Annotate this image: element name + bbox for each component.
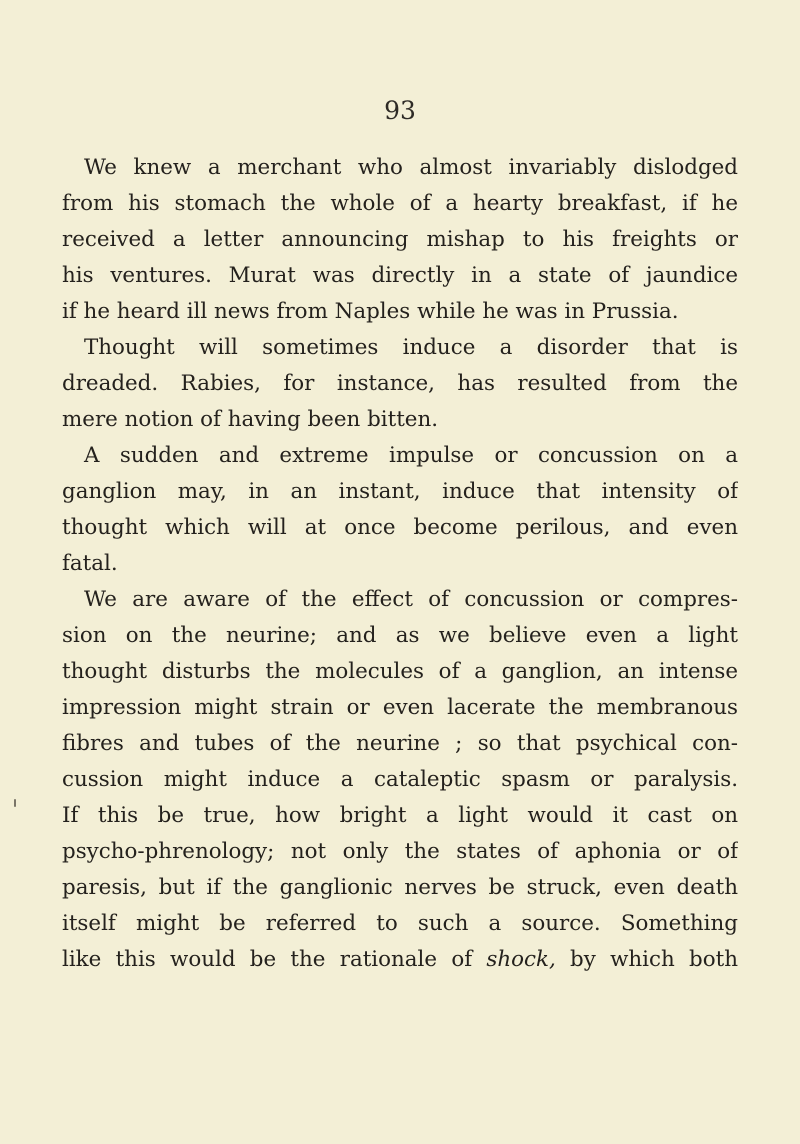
text-line: We knew a merchant who almost invariably dislodged (84, 155, 738, 180)
italic-term-shock: shock, (486, 947, 556, 972)
text-segment: like this would be the rationale of (62, 947, 487, 972)
text-line: from his stomach the whole of a hearty breakfast, if he (62, 191, 738, 216)
text-line: ganglion may, in an instant, induce that intensity of (62, 479, 738, 504)
text-line: psycho-phrenology; not only the states of aphonia or of (62, 839, 738, 864)
text-line: mere notion of having been bitten. (62, 407, 439, 432)
text-line: If this be true, how bright a light would it cast on (62, 803, 738, 828)
text-line: cussion might induce a cataleptic spasm or paralysis. (62, 767, 738, 792)
text-line: fibres and tubes of the neurine ; so that psychical con- (62, 731, 738, 756)
text-line: thought which will at once become perilous, and even (62, 515, 738, 540)
text-line: paresis, but if the ganglionic nerves be struck, even death (62, 875, 738, 900)
page-number: 93 (384, 96, 416, 125)
text-line: A sudden and extreme impulse or concussion on a (84, 443, 738, 468)
text-line: itself might be referred to such a source. Something (62, 911, 738, 936)
text-line: his ventures. Murat was directly in a state of jaundice (62, 263, 738, 288)
text-line: Thought will sometimes induce a disorder that is (84, 335, 738, 360)
margin-mark (14, 799, 16, 807)
text-line-final (62, 942, 738, 978)
text-line: received a letter announcing mishap to his freights or (62, 227, 738, 252)
text-line: sion on the neurine; and as we believe even a light (62, 623, 738, 648)
text-line: We are aware of the effect of concussion or compres- (84, 587, 738, 612)
text-line: impression might strain or even lacerate the membranous (62, 695, 738, 720)
text-line: if he heard ill news from Naples while he was in Prussia. (62, 299, 679, 324)
text-segment: by which both (555, 947, 738, 972)
body-text (62, 150, 738, 978)
text-line: dreaded. Rabies, for instance, has resulted from the (62, 371, 738, 396)
text-line: fatal. (62, 551, 118, 576)
text-line: thought disturbs the molecules of a ganglion, an intense (62, 659, 738, 684)
